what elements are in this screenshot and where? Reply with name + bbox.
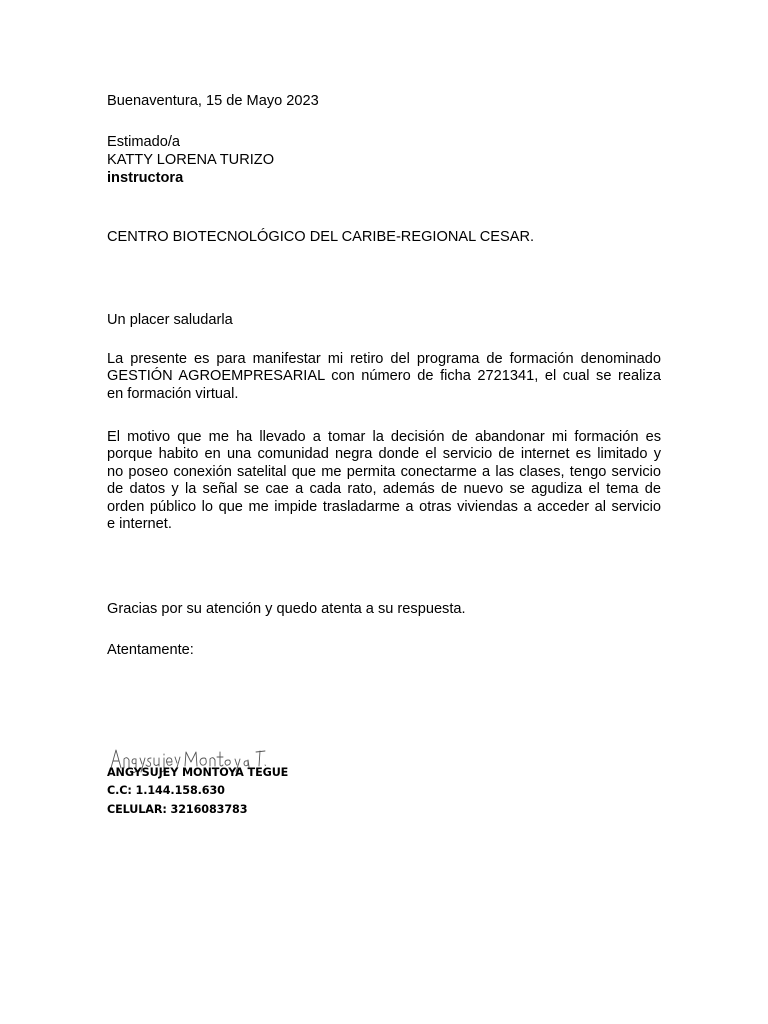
paragraph-line: La presente es para manifestar mi retiro del programa de formación denominado [107,351,661,367]
recipient-name: KATTY LORENA TURIZO [107,152,275,168]
thanks-line: Gracias por su atención y quedo atenta a su respuesta. [107,601,466,617]
place-date: Buenaventura, 15 de Mayo 2023 [107,93,319,109]
institution: CENTRO BIOTECNOLÓGICO DEL CARIBE-REGIONAL CESAR. [107,229,535,245]
sender-id: C.C: 1.144.158.630 [107,784,225,797]
sender-name: ANGYSUJEY MONTOYA TEGUE [107,766,289,779]
paragraph-line: no poseo conexión satelital que me permita conectarme a las clases, tengo servicio [107,463,661,480]
paragraph-line: porque habito en una comunidad negra donde el servicio de internet es limitado y [107,446,661,463]
closing-line: Atentamente: [107,642,194,658]
sender-phone: CELULAR: 3216083783 [107,803,248,816]
salutation: Estimado/a [107,134,181,150]
paragraph-retirement [107,351,661,403]
paragraph-line: GESTIÓN AGROEMPRESARIAL con número de ficha 2721341, el cual se realiza [107,368,661,385]
paragraph-line: orden público lo que me impide trasladarme a otras viviendas a acceder al servicio [107,498,661,515]
greeting: Un placer saludarla [107,312,233,328]
paragraph-line: e internet. [107,516,172,533]
paragraph-line: en formación virtual. [107,385,239,402]
paragraph-line: El motivo que me ha llevado a tomar la decisión de abandonar mi formación es [107,429,661,445]
paragraph-line: de datos y la señal se cae a cada rato, además de nuevo se agudiza el tema de [107,481,661,498]
recipient-role: instructora [107,170,184,186]
paragraph-reason [107,429,661,533]
